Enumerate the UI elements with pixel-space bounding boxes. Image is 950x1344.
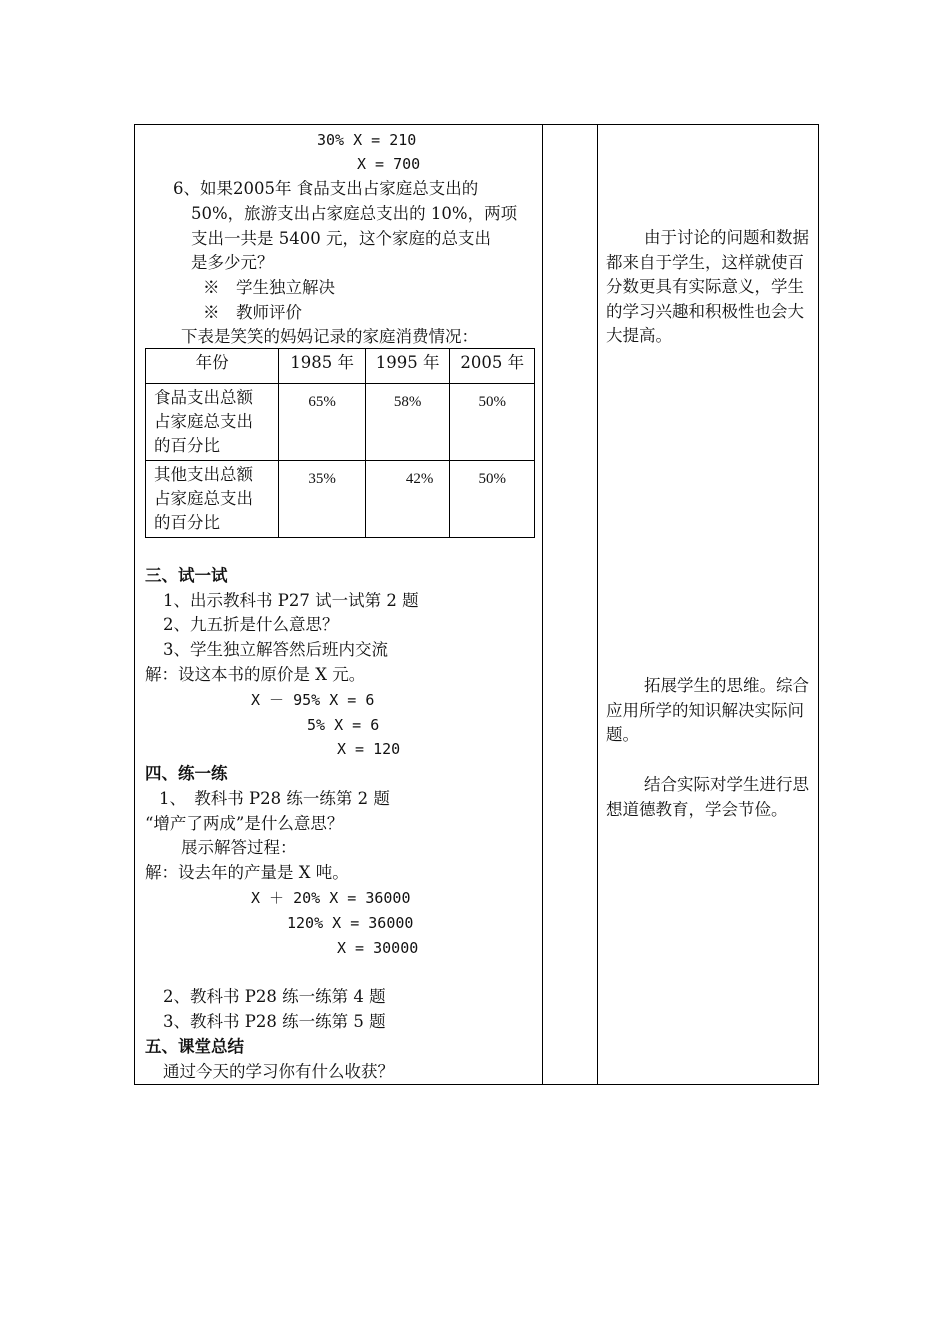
- question-6-line: 是多少元？: [191, 253, 274, 272]
- list-item: 2、九五折是什么意思？: [163, 615, 339, 634]
- solution-line: 解：设去年的产量是 X 吨。: [145, 863, 349, 882]
- header-cell: 2005 年: [450, 349, 535, 384]
- equation-line: X = 700: [357, 155, 421, 173]
- section-4-title: 四、练一练: [145, 764, 228, 783]
- list-item: 1、出示教科书 P27 试一试第 2 题: [163, 591, 419, 610]
- column-divider-1: [542, 125, 543, 1084]
- question-6-line: 支出一共是 5400 元，这个家庭的总支出: [191, 229, 491, 248]
- bullet-item: ※ 学生独立解决: [203, 278, 335, 297]
- list-item: 3、学生独立解答然后班内交流: [163, 640, 388, 659]
- consumption-table: [145, 348, 535, 538]
- quote-line: “增产了两成”是什么意思？: [145, 814, 344, 833]
- table-header-row: [146, 349, 535, 384]
- header-cell: 年份: [146, 349, 279, 384]
- equation-line: 30% X = 210: [317, 131, 417, 149]
- bullet-item: ※ 教师评价: [203, 303, 302, 322]
- row-label-line: 占家庭总支出: [154, 412, 253, 431]
- row-label-line: 的百分比: [154, 436, 220, 455]
- row-label-line: 的百分比: [154, 513, 220, 532]
- header-cell: 1985 年: [279, 349, 366, 384]
- column-divider-2: [597, 125, 598, 1084]
- row-label-line: 其他支出总额: [154, 465, 253, 484]
- table-row: [146, 384, 535, 461]
- table-cell: 42%: [365, 461, 450, 538]
- section-5-title: 五、课堂总结: [145, 1037, 244, 1056]
- row-label-line: 占家庭总支出: [154, 489, 253, 508]
- show-line: 展示解答过程：: [181, 838, 297, 857]
- row-label: [146, 461, 279, 538]
- design-note: 结合实际对学生进行思想道德教育，学会节俭。: [606, 775, 809, 819]
- header-cell: 1995 年: [365, 349, 450, 384]
- table-cell: 50%: [450, 461, 535, 538]
- question-6-line: 50%，旅游支出占家庭总支出的 10%，两项: [191, 204, 518, 223]
- equation-line: X = 120: [337, 740, 401, 758]
- row-label: [146, 384, 279, 461]
- table-intro: 下表是笑笑的妈妈记录的家庭消费情况：: [181, 327, 478, 346]
- equation-line: 5% X = 6: [307, 716, 380, 734]
- list-item: 2、教科书 P28 练一练第 4 题: [163, 987, 386, 1006]
- table-cell: 50%: [450, 384, 535, 461]
- equation-line: X － 95% X = 6: [251, 691, 375, 709]
- design-note: 由于讨论的问题和数据都来自于学生，这样就使百分数更具有实际意义，学生的学习兴趣和积极性也会大大提高。: [606, 228, 809, 345]
- section-3-title: 三、试一试: [145, 566, 228, 585]
- row-label-line: 食品支出总额: [154, 388, 253, 407]
- table-row: [146, 461, 535, 538]
- question-6-line: 6、如果2005年 食品支出占家庭总支出的: [173, 179, 479, 198]
- equation-line: 120% X = 36000: [287, 914, 414, 932]
- summary-line: 通过今天的学习你有什么收获？: [163, 1062, 394, 1081]
- design-note: 拓展学生的思维。综合应用所学的知识解决实际问题。: [606, 676, 809, 744]
- list-item: 3、教科书 P28 练一练第 5 题: [163, 1012, 386, 1031]
- lesson-table: [134, 124, 819, 1085]
- equation-line: X = 30000: [337, 939, 419, 957]
- table-cell: 58%: [365, 384, 450, 461]
- list-item: 1、 教科书 P28 练一练第 2 题: [159, 789, 390, 808]
- equation-line: X ＋ 20% X = 36000: [251, 889, 411, 907]
- table-cell: 65%: [279, 384, 366, 461]
- solution-line: 解：设这本书的原价是 X 元。: [145, 665, 366, 684]
- table-cell: 35%: [279, 461, 366, 538]
